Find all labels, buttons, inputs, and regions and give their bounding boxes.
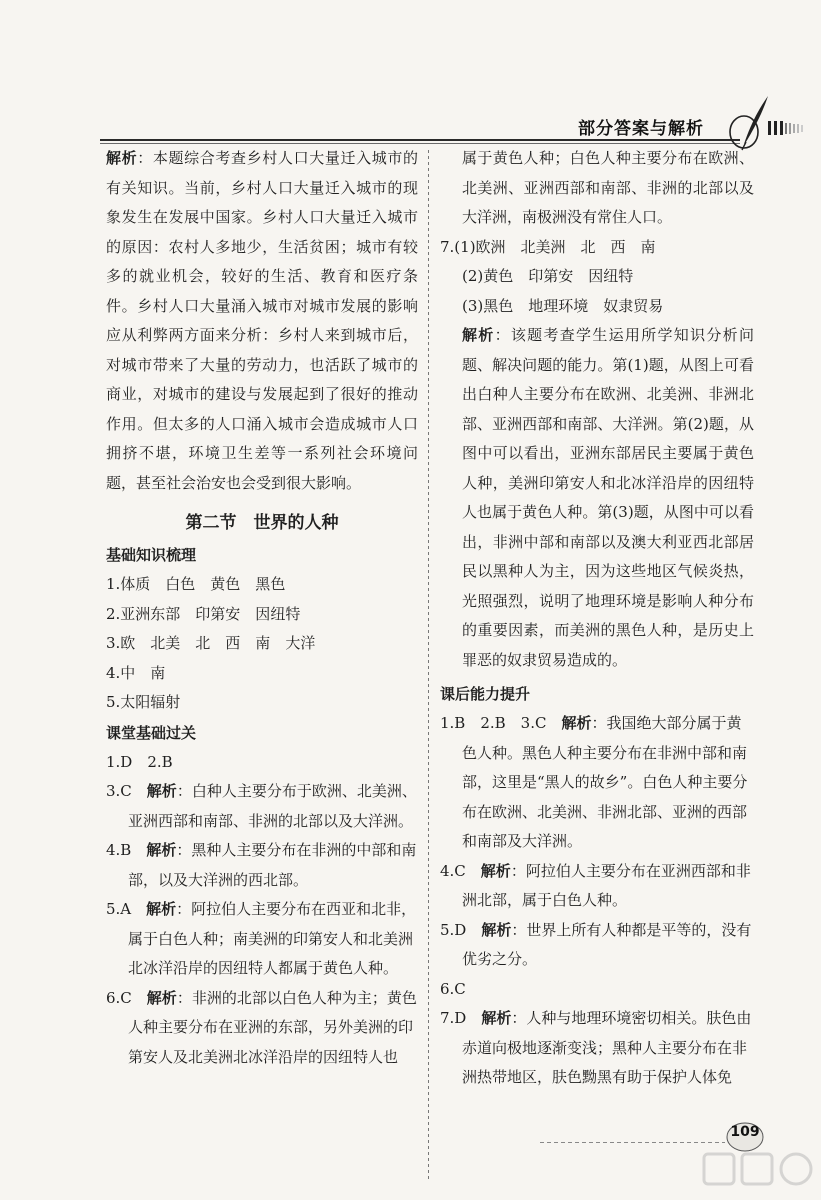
right-column <box>440 144 754 1093</box>
basic-knowledge-heading: 基础知识梳理 <box>106 546 197 564</box>
answer-prefix: 1.B 2.B 3.C <box>440 714 562 732</box>
header-title: 部分答案与解析 <box>578 119 704 139</box>
header-rule <box>100 139 740 141</box>
answer-prefix: 1.D 2.B <box>106 752 173 771</box>
class-answer-item <box>106 895 418 984</box>
column-divider <box>428 150 429 1180</box>
basic-item: 1.体质 白色 黄色 黑色 <box>106 575 286 593</box>
q7-analysis <box>440 321 754 675</box>
q7-line: (3)黑色 地理环境 奴隶贸易 <box>462 296 664 315</box>
intro-analysis <box>106 144 418 498</box>
analysis-text: ：该题考查学生运用所学知识分析问题、解决问题的能力。第(1)题，从图上可看出白种人主要分布在欧洲、北美洲、非洲北部、亚洲西部和南部、大洋洲。第(2)题，从图中可以看出，亚洲东部居民主要属于黄色人种，美洲印第安人和北冰洋沿岸的因纽特人也属于黄色人种。第(3)题，从图中可以看出，非洲中部和南部以及澳大利亚西北部居民以黑种人为主，因为这些地区气候炎热，光照强烈，说明了地理环境是影响人种分布的重要因素，而美洲的黑色人种，是历史上罪恶的奴隶贸易造成的。 <box>462 326 754 669</box>
answer-prefix: 5.A <box>106 900 147 918</box>
answer-text: ：世界上所有人种都是平等的，没有优劣之分。 <box>462 920 752 968</box>
analysis-label: 解析 <box>106 149 138 167</box>
class-practice-heading: 课堂基础过关 <box>106 723 197 742</box>
analysis-label: 解析 <box>480 861 511 880</box>
analysis-text: ：本题综合考查乡村人口大量迁入城市的有关知识。当前，乡村人口大量迁入城市的现象发生在发展中国家。乡村人口大量迁入城市的原因：农村人多地少，生活贫困；城市有较多的就业机会，较好的生活、教育和医疗条件。乡村人口大量涌入城市对城市发展的影响应从利弊两方面来分析：乡村人来到城市后，对城市带来了大量的劳动力，也活跃了城市的商业，对城市的建设与发展起到了很好的推动作用。但太多的人口涌入城市会造成城市人口拥挤不堪，环境卫生差等一系列社会环境问题，甚至社会治安也会受到很大影响。 <box>106 149 418 492</box>
footer-rule <box>540 1142 725 1143</box>
continuation-text: 属于黄色人种；白色人种主要分布在欧洲、北美洲、亚洲西部和南部、非洲的北部以及大洋洲，南极洲没有常住人口。 <box>462 149 754 226</box>
header-bars-icon <box>768 121 808 135</box>
basic-item: 4.中 南 <box>106 663 166 682</box>
answer-prefix: 3.C <box>106 782 147 800</box>
class-answer-item <box>106 836 418 895</box>
class-answer-item <box>106 748 418 778</box>
answer-prefix: 6.C <box>106 988 147 1007</box>
basic-item: 2.亚洲东部 印第安 因纽特 <box>106 604 301 623</box>
analysis-label: 解析 <box>146 841 177 859</box>
section-title: 第二节 世界的人种 <box>185 513 339 533</box>
answer-prefix: 5.D <box>440 920 482 939</box>
answer-text: ：白种人主要分布于欧洲、北美洲、亚洲西部和南部、非洲的北部以及大洋洲。 <box>128 782 417 830</box>
page-number: 109 <box>730 1124 760 1140</box>
analysis-label: 解析 <box>481 1009 512 1027</box>
basic-item: 5.太阳辐射 <box>106 693 181 711</box>
answer-text: ：人种与地理环境密切相关。肤色由赤道向极地逐渐变浅；黑种人主要分布在非洲热带地区，肤色黝黑有助于保护人体免 <box>462 1009 752 1086</box>
after-answer-item <box>440 916 754 975</box>
watermark-logo <box>700 1148 818 1198</box>
class-answer-item <box>106 984 418 1073</box>
analysis-label: 解析 <box>146 782 177 800</box>
left-column <box>106 144 418 1072</box>
analysis-label: 解析 <box>146 988 177 1007</box>
answer-text: ：黑种人主要分布在非洲的中部和南部，以及大洋洲的西北部。 <box>128 841 417 889</box>
answer-text: ：阿拉伯人主要分布在西亚和北非，属于白色人种；南美洲的印第安人和北美洲北冰洋沿岸的因纽特人都属于黄色人种。 <box>128 900 417 977</box>
after-answer-item <box>440 1004 754 1093</box>
basic-item: 3.欧 北美 北 西 南 大洋 <box>106 634 316 652</box>
answer-text: ：非洲的北部以白色人种为主；黄色人种主要分布在亚洲的东部，另外美洲的印第安人及北美洲北冰洋沿岸的因纽特人也 <box>128 988 417 1066</box>
q7-line: 7.(1)欧洲 北美洲 北 西 南 <box>440 237 656 256</box>
answer-prefix: 4.B <box>106 841 147 859</box>
after-answer-item <box>440 709 754 857</box>
answer-prefix: 4.C <box>440 861 481 880</box>
analysis-label: 解析 <box>146 900 177 918</box>
after-class-heading: 课后能力提升 <box>440 685 531 703</box>
analysis-label: 解析 <box>481 920 512 939</box>
answer-prefix: 7.D <box>440 1009 482 1027</box>
after-answer-item <box>440 975 754 1005</box>
class-answer-item <box>106 777 418 836</box>
answer-prefix: 6.C <box>440 979 466 998</box>
answer-text: ：我国绝大部分属于黄色人种。黑色人种主要分布在非洲中部和南部，这里是“黑人的故乡”。白色人种主要分布在欧洲、北美洲、非洲北部、亚洲的西部和南部及大洋洲。 <box>462 714 748 850</box>
analysis-label: 解析 <box>561 714 592 732</box>
analysis-label: 解析 <box>462 326 495 344</box>
q7-line: (2)黄色 印第安 因纽特 <box>462 267 634 285</box>
answer-text: ：阿拉伯人主要分布在亚洲西部和非洲北部，属于白色人种。 <box>462 861 751 909</box>
after-answer-item <box>440 857 754 916</box>
